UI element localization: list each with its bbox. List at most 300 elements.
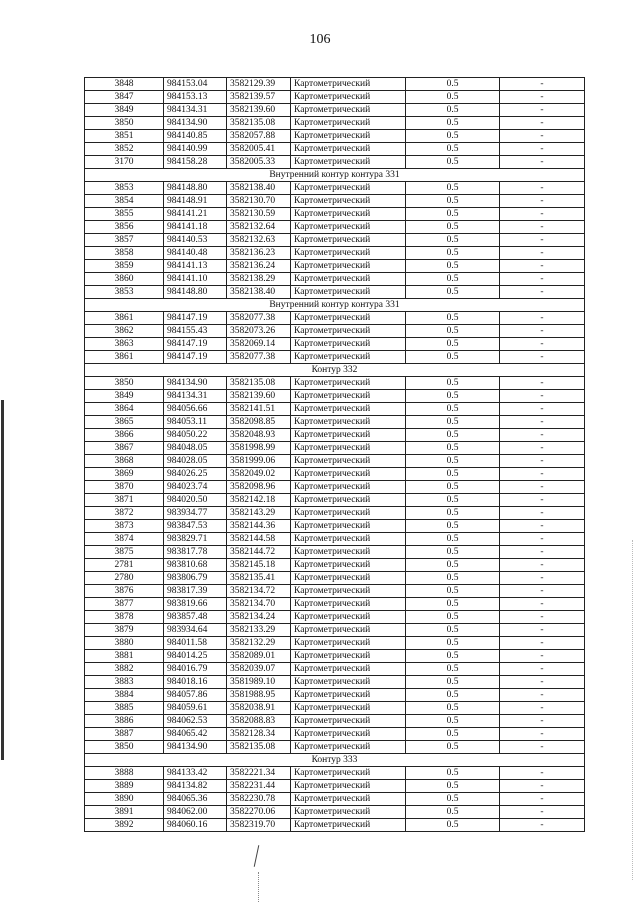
note-cell: - xyxy=(500,689,585,702)
table-row xyxy=(85,338,585,351)
x-coordinate-cell: 984011.58 xyxy=(164,637,227,650)
x-coordinate-cell: 984140.48 xyxy=(164,247,227,260)
method-cell: Картометрический xyxy=(291,143,406,156)
point-number-cell: 3861 xyxy=(85,351,164,364)
y-coordinate-cell: 3582139.60 xyxy=(227,104,291,117)
note-cell: - xyxy=(500,520,585,533)
y-coordinate-cell: 3582069.14 xyxy=(227,338,291,351)
accuracy-cell: 0.5 xyxy=(406,481,500,494)
note-cell: - xyxy=(500,182,585,195)
accuracy-cell: 0.5 xyxy=(406,247,500,260)
accuracy-cell: 0.5 xyxy=(406,520,500,533)
y-coordinate-cell: 3582089.01 xyxy=(227,650,291,663)
method-cell: Картометрический xyxy=(291,390,406,403)
x-coordinate-cell: 984147.19 xyxy=(164,351,227,364)
x-coordinate-cell: 984062.53 xyxy=(164,715,227,728)
table-row xyxy=(85,130,585,143)
note-cell: - xyxy=(500,806,585,819)
accuracy-cell: 0.5 xyxy=(406,702,500,715)
method-cell: Картометрический xyxy=(291,494,406,507)
table-row xyxy=(85,468,585,481)
method-cell: Картометрический xyxy=(291,182,406,195)
x-coordinate-cell: 984023.74 xyxy=(164,481,227,494)
note-cell: - xyxy=(500,468,585,481)
table-row xyxy=(85,195,585,208)
note-cell: - xyxy=(500,143,585,156)
table-row xyxy=(85,286,585,299)
note-cell: - xyxy=(500,351,585,364)
y-coordinate-cell: 3582130.70 xyxy=(227,195,291,208)
point-number-cell: 3853 xyxy=(85,286,164,299)
note-cell: - xyxy=(500,533,585,546)
accuracy-cell: 0.5 xyxy=(406,403,500,416)
table-row xyxy=(85,143,585,156)
table-row xyxy=(85,312,585,325)
table-row xyxy=(85,221,585,234)
y-coordinate-cell: 3581998.99 xyxy=(227,442,291,455)
note-cell: - xyxy=(500,481,585,494)
accuracy-cell: 0.5 xyxy=(406,728,500,741)
x-coordinate-cell: 983817.78 xyxy=(164,546,227,559)
accuracy-cell: 0.5 xyxy=(406,819,500,832)
accuracy-cell: 0.5 xyxy=(406,507,500,520)
note-cell: - xyxy=(500,793,585,806)
y-coordinate-cell: 3582088.83 xyxy=(227,715,291,728)
table-row xyxy=(85,91,585,104)
point-number-cell: 3858 xyxy=(85,247,164,260)
method-cell: Картометрический xyxy=(291,117,406,130)
accuracy-cell: 0.5 xyxy=(406,559,500,572)
table-row xyxy=(85,273,585,286)
method-cell: Картометрический xyxy=(291,780,406,793)
x-coordinate-cell: 984057.86 xyxy=(164,689,227,702)
accuracy-cell: 0.5 xyxy=(406,637,500,650)
method-cell: Картометрический xyxy=(291,351,406,364)
table-row xyxy=(85,572,585,585)
point-number-cell: 2780 xyxy=(85,572,164,585)
y-coordinate-cell: 3582038.91 xyxy=(227,702,291,715)
method-cell: Картометрический xyxy=(291,325,406,338)
x-coordinate-cell: 984134.90 xyxy=(164,117,227,130)
note-cell: - xyxy=(500,208,585,221)
x-coordinate-cell: 983810.68 xyxy=(164,559,227,572)
y-coordinate-cell: 3582133.29 xyxy=(227,624,291,637)
point-number-cell: 3848 xyxy=(85,78,164,91)
note-cell: - xyxy=(500,819,585,832)
note-cell: - xyxy=(500,325,585,338)
y-coordinate-cell: 3582136.24 xyxy=(227,260,291,273)
x-coordinate-cell: 984059.61 xyxy=(164,702,227,715)
note-cell: - xyxy=(500,104,585,117)
method-cell: Картометрический xyxy=(291,156,406,169)
note-cell: - xyxy=(500,416,585,429)
method-cell: Картометрический xyxy=(291,728,406,741)
note-cell: - xyxy=(500,91,585,104)
method-cell: Картометрический xyxy=(291,520,406,533)
point-number-cell: 3877 xyxy=(85,598,164,611)
x-coordinate-cell: 983819.66 xyxy=(164,598,227,611)
accuracy-cell: 0.5 xyxy=(406,442,500,455)
x-coordinate-cell: 984016.79 xyxy=(164,663,227,676)
method-cell: Картометрический xyxy=(291,130,406,143)
note-cell: - xyxy=(500,715,585,728)
table-row xyxy=(85,390,585,403)
scan-dots-right xyxy=(632,540,634,880)
note-cell: - xyxy=(500,546,585,559)
x-coordinate-cell: 984134.31 xyxy=(164,390,227,403)
pen-mark xyxy=(254,845,260,867)
x-coordinate-cell: 984134.90 xyxy=(164,377,227,390)
method-cell: Картометрический xyxy=(291,429,406,442)
point-number-cell: 3851 xyxy=(85,130,164,143)
accuracy-cell: 0.5 xyxy=(406,156,500,169)
table-row xyxy=(85,819,585,832)
x-coordinate-cell: 984158.28 xyxy=(164,156,227,169)
note-cell: - xyxy=(500,234,585,247)
method-cell: Картометрический xyxy=(291,611,406,624)
method-cell: Картометрический xyxy=(291,260,406,273)
accuracy-cell: 0.5 xyxy=(406,221,500,234)
point-number-cell: 3868 xyxy=(85,455,164,468)
point-number-cell: 3870 xyxy=(85,481,164,494)
method-cell: Картометрический xyxy=(291,559,406,572)
table-row xyxy=(85,247,585,260)
x-coordinate-cell: 983817.39 xyxy=(164,585,227,598)
y-coordinate-cell: 3582135.41 xyxy=(227,572,291,585)
accuracy-cell: 0.5 xyxy=(406,624,500,637)
note-cell: - xyxy=(500,637,585,650)
method-cell: Картометрический xyxy=(291,403,406,416)
point-number-cell: 3883 xyxy=(85,676,164,689)
point-number-cell: 3867 xyxy=(85,442,164,455)
note-cell: - xyxy=(500,559,585,572)
point-number-cell: 3888 xyxy=(85,767,164,780)
accuracy-cell: 0.5 xyxy=(406,793,500,806)
table-row xyxy=(85,793,585,806)
point-number-cell: 3890 xyxy=(85,793,164,806)
note-cell: - xyxy=(500,611,585,624)
note-cell: - xyxy=(500,78,585,91)
note-cell: - xyxy=(500,117,585,130)
method-cell: Картометрический xyxy=(291,104,406,117)
method-cell: Картометрический xyxy=(291,91,406,104)
point-number-cell: 3863 xyxy=(85,338,164,351)
method-cell: Картометрический xyxy=(291,546,406,559)
y-coordinate-cell: 3582132.64 xyxy=(227,221,291,234)
y-coordinate-cell: 3582049.02 xyxy=(227,468,291,481)
point-number-cell: 3886 xyxy=(85,715,164,728)
point-number-cell: 3847 xyxy=(85,91,164,104)
scan-dots xyxy=(258,872,260,902)
x-coordinate-cell: 984147.19 xyxy=(164,312,227,325)
table-row xyxy=(85,442,585,455)
point-number-cell: 3881 xyxy=(85,650,164,663)
y-coordinate-cell: 3582128.34 xyxy=(227,728,291,741)
point-number-cell: 3865 xyxy=(85,416,164,429)
method-cell: Картометрический xyxy=(291,455,406,468)
table-row xyxy=(85,416,585,429)
method-cell: Картометрический xyxy=(291,338,406,351)
point-number-cell: 3891 xyxy=(85,806,164,819)
contour-header-row xyxy=(85,754,585,767)
y-coordinate-cell: 3581988.95 xyxy=(227,689,291,702)
x-coordinate-cell: 983934.77 xyxy=(164,507,227,520)
y-coordinate-cell: 3582138.40 xyxy=(227,182,291,195)
accuracy-cell: 0.5 xyxy=(406,91,500,104)
y-coordinate-cell: 3582077.38 xyxy=(227,351,291,364)
method-cell: Картометрический xyxy=(291,741,406,754)
y-coordinate-cell: 3582098.85 xyxy=(227,416,291,429)
x-coordinate-cell: 984026.25 xyxy=(164,468,227,481)
accuracy-cell: 0.5 xyxy=(406,611,500,624)
x-coordinate-cell: 984053.11 xyxy=(164,416,227,429)
table-row xyxy=(85,585,585,598)
table-row xyxy=(85,507,585,520)
table-row xyxy=(85,104,585,117)
x-coordinate-cell: 984153.04 xyxy=(164,78,227,91)
y-coordinate-cell: 3582143.29 xyxy=(227,507,291,520)
note-cell: - xyxy=(500,702,585,715)
table-row xyxy=(85,533,585,546)
y-coordinate-cell: 3581989.10 xyxy=(227,676,291,689)
note-cell: - xyxy=(500,676,585,689)
accuracy-cell: 0.5 xyxy=(406,351,500,364)
x-coordinate-cell: 984048.05 xyxy=(164,442,227,455)
method-cell: Картометрический xyxy=(291,572,406,585)
method-cell: Картометрический xyxy=(291,208,406,221)
x-coordinate-cell: 983934.64 xyxy=(164,624,227,637)
method-cell: Картометрический xyxy=(291,806,406,819)
table-row xyxy=(85,156,585,169)
table-row xyxy=(85,377,585,390)
x-coordinate-cell: 984141.13 xyxy=(164,260,227,273)
y-coordinate-cell: 3582144.58 xyxy=(227,533,291,546)
table-row xyxy=(85,767,585,780)
x-coordinate-cell: 984018.16 xyxy=(164,676,227,689)
x-coordinate-cell: 984155.43 xyxy=(164,325,227,338)
note-cell: - xyxy=(500,390,585,403)
x-coordinate-cell: 983829.71 xyxy=(164,533,227,546)
point-number-cell: 3879 xyxy=(85,624,164,637)
x-coordinate-cell: 984065.36 xyxy=(164,793,227,806)
point-number-cell: 3887 xyxy=(85,728,164,741)
point-number-cell: 3862 xyxy=(85,325,164,338)
table-row xyxy=(85,611,585,624)
table-row xyxy=(85,260,585,273)
method-cell: Картометрический xyxy=(291,767,406,780)
contour-header-row xyxy=(85,169,585,182)
point-number-cell: 3882 xyxy=(85,663,164,676)
y-coordinate-cell: 3582130.59 xyxy=(227,208,291,221)
note-cell: - xyxy=(500,494,585,507)
y-coordinate-cell: 3582134.70 xyxy=(227,598,291,611)
y-coordinate-cell: 3582136.23 xyxy=(227,247,291,260)
note-cell: - xyxy=(500,624,585,637)
method-cell: Картометрический xyxy=(291,689,406,702)
y-coordinate-cell: 3582135.08 xyxy=(227,377,291,390)
y-coordinate-cell: 3582077.38 xyxy=(227,312,291,325)
y-coordinate-cell: 3582270.06 xyxy=(227,806,291,819)
note-cell: - xyxy=(500,221,585,234)
coordinates-table-body xyxy=(85,78,585,832)
x-coordinate-cell: 984028.05 xyxy=(164,455,227,468)
y-coordinate-cell: 3582129.39 xyxy=(227,78,291,91)
accuracy-cell: 0.5 xyxy=(406,468,500,481)
point-number-cell: 3852 xyxy=(85,143,164,156)
accuracy-cell: 0.5 xyxy=(406,533,500,546)
accuracy-cell: 0.5 xyxy=(406,143,500,156)
coordinates-table-wrap xyxy=(84,77,584,832)
table-row xyxy=(85,117,585,130)
method-cell: Картометрический xyxy=(291,819,406,832)
table-row xyxy=(85,728,585,741)
y-coordinate-cell: 3582132.63 xyxy=(227,234,291,247)
point-number-cell: 3861 xyxy=(85,312,164,325)
x-coordinate-cell: 984050.22 xyxy=(164,429,227,442)
note-cell: - xyxy=(500,780,585,793)
accuracy-cell: 0.5 xyxy=(406,663,500,676)
point-number-cell: 3856 xyxy=(85,221,164,234)
table-row xyxy=(85,559,585,572)
x-coordinate-cell: 984140.53 xyxy=(164,234,227,247)
accuracy-cell: 0.5 xyxy=(406,546,500,559)
contour-header-row xyxy=(85,364,585,377)
note-cell: - xyxy=(500,130,585,143)
accuracy-cell: 0.5 xyxy=(406,377,500,390)
x-coordinate-cell: 984020.50 xyxy=(164,494,227,507)
x-coordinate-cell: 984134.31 xyxy=(164,104,227,117)
method-cell: Картометрический xyxy=(291,468,406,481)
y-coordinate-cell: 3582142.18 xyxy=(227,494,291,507)
point-number-cell: 2781 xyxy=(85,559,164,572)
accuracy-cell: 0.5 xyxy=(406,650,500,663)
y-coordinate-cell: 3582139.60 xyxy=(227,390,291,403)
x-coordinate-cell: 984153.13 xyxy=(164,91,227,104)
accuracy-cell: 0.5 xyxy=(406,286,500,299)
table-row xyxy=(85,624,585,637)
point-number-cell: 3857 xyxy=(85,234,164,247)
table-row xyxy=(85,351,585,364)
method-cell: Картометрический xyxy=(291,377,406,390)
accuracy-cell: 0.5 xyxy=(406,273,500,286)
accuracy-cell: 0.5 xyxy=(406,130,500,143)
contour-header: Внутренний контур контура 331 xyxy=(85,299,585,312)
point-number-cell: 3864 xyxy=(85,403,164,416)
point-number-cell: 3884 xyxy=(85,689,164,702)
note-cell: - xyxy=(500,741,585,754)
y-coordinate-cell: 3582005.33 xyxy=(227,156,291,169)
y-coordinate-cell: 3582231.44 xyxy=(227,780,291,793)
method-cell: Картометрический xyxy=(291,585,406,598)
method-cell: Картометрический xyxy=(291,507,406,520)
note-cell: - xyxy=(500,598,585,611)
accuracy-cell: 0.5 xyxy=(406,572,500,585)
method-cell: Картометрический xyxy=(291,442,406,455)
y-coordinate-cell: 3582048.93 xyxy=(227,429,291,442)
point-number-cell: 3853 xyxy=(85,182,164,195)
point-number-cell: 3873 xyxy=(85,520,164,533)
table-row xyxy=(85,182,585,195)
point-number-cell: 3850 xyxy=(85,741,164,754)
point-number-cell: 3889 xyxy=(85,780,164,793)
accuracy-cell: 0.5 xyxy=(406,598,500,611)
table-row xyxy=(85,208,585,221)
table-row xyxy=(85,455,585,468)
accuracy-cell: 0.5 xyxy=(406,104,500,117)
method-cell: Картометрический xyxy=(291,650,406,663)
point-number-cell: 3871 xyxy=(85,494,164,507)
y-coordinate-cell: 3582145.18 xyxy=(227,559,291,572)
table-row xyxy=(85,741,585,754)
accuracy-cell: 0.5 xyxy=(406,208,500,221)
note-cell: - xyxy=(500,572,585,585)
table-row xyxy=(85,806,585,819)
point-number-cell: 3885 xyxy=(85,702,164,715)
note-cell: - xyxy=(500,260,585,273)
method-cell: Картометрический xyxy=(291,78,406,91)
accuracy-cell: 0.5 xyxy=(406,741,500,754)
method-cell: Картометрический xyxy=(291,481,406,494)
point-number-cell: 3875 xyxy=(85,546,164,559)
note-cell: - xyxy=(500,455,585,468)
x-coordinate-cell: 984134.90 xyxy=(164,741,227,754)
method-cell: Картометрический xyxy=(291,247,406,260)
y-coordinate-cell: 3582138.29 xyxy=(227,273,291,286)
note-cell: - xyxy=(500,377,585,390)
contour-header: Контур 332 xyxy=(85,364,585,377)
note-cell: - xyxy=(500,156,585,169)
y-coordinate-cell: 3582132.29 xyxy=(227,637,291,650)
x-coordinate-cell: 984014.25 xyxy=(164,650,227,663)
accuracy-cell: 0.5 xyxy=(406,234,500,247)
method-cell: Картометрический xyxy=(291,312,406,325)
table-row xyxy=(85,494,585,507)
contour-header: Контур 333 xyxy=(85,754,585,767)
table-row xyxy=(85,520,585,533)
point-number-cell: 3876 xyxy=(85,585,164,598)
x-coordinate-cell: 984147.19 xyxy=(164,338,227,351)
note-cell: - xyxy=(500,442,585,455)
method-cell: Картометрический xyxy=(291,624,406,637)
y-coordinate-cell: 3582139.57 xyxy=(227,91,291,104)
note-cell: - xyxy=(500,429,585,442)
point-number-cell: 3880 xyxy=(85,637,164,650)
y-coordinate-cell: 3582141.51 xyxy=(227,403,291,416)
table-row xyxy=(85,650,585,663)
accuracy-cell: 0.5 xyxy=(406,715,500,728)
x-coordinate-cell: 984133.42 xyxy=(164,767,227,780)
table-row xyxy=(85,429,585,442)
x-coordinate-cell: 984065.42 xyxy=(164,728,227,741)
accuracy-cell: 0.5 xyxy=(406,455,500,468)
page-number: 106 xyxy=(309,32,331,47)
accuracy-cell: 0.5 xyxy=(406,182,500,195)
accuracy-cell: 0.5 xyxy=(406,78,500,91)
table-row xyxy=(85,78,585,91)
table-row xyxy=(85,702,585,715)
method-cell: Картометрический xyxy=(291,221,406,234)
y-coordinate-cell: 3582135.08 xyxy=(227,117,291,130)
coordinates-table xyxy=(84,77,585,832)
point-number-cell: 3855 xyxy=(85,208,164,221)
accuracy-cell: 0.5 xyxy=(406,494,500,507)
point-number-cell: 3849 xyxy=(85,390,164,403)
note-cell: - xyxy=(500,585,585,598)
accuracy-cell: 0.5 xyxy=(406,806,500,819)
method-cell: Картометрический xyxy=(291,702,406,715)
accuracy-cell: 0.5 xyxy=(406,338,500,351)
method-cell: Картометрический xyxy=(291,195,406,208)
